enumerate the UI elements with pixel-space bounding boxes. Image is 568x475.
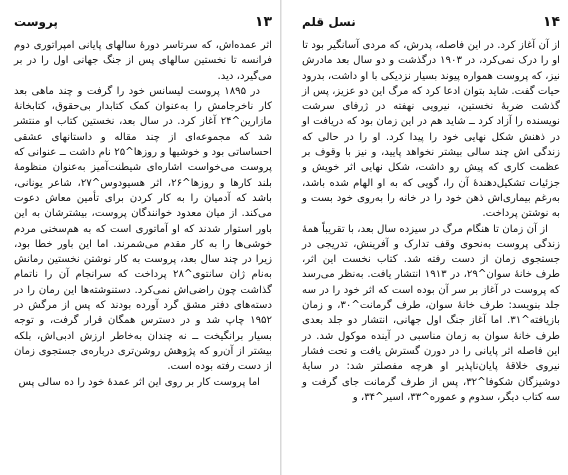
right-page <box>302 14 560 470</box>
right-page-body <box>302 38 560 405</box>
page-number: ۱۴ <box>542 14 560 30</box>
paragraph: اثر عمده‌اش، که سرتاسر دورهٔ سالهای پایانی امپراتوری دوم فرانسه تا نخستین سالهای پس از جنگ جهانی اول را در بر می‌گیرد، دید. <box>14 40 272 82</box>
book-gutter <box>280 0 282 475</box>
left-page-header <box>14 14 272 32</box>
paragraph: اما پروست کار بر روی این اثر عمدهٔ خود را ده سالی پس <box>18 376 260 388</box>
left-page-body <box>14 38 272 390</box>
paragraph: از آن آغاز کرد. در این فاصله، پدرش، که مردی آسانگیر بود تا او را درک نمی‌کرد، در ۱۹۰۳ درگذشت و دو سال بعد مادرش نیز، که پروست همواره پیوند بسیار نزدیکی با او داشت، بدرود حیات گفت. شاید بتوان ادعا کرد که مرگ این دو عزیز، پس از گذشت ضربهٔ نخستین، نیرویی نهفته در ژرفای سرشت نویسنده را آزاد کرد ــ شاید هم در این زمان بود که دریافت او در ذهنش شکل نهایی خود را پیدا کرد. او را در حالی که زندگی اش چند سالی بیشتر نخواهد پایید، و نیز با وقوف بر عظمت کاری که پیش رو داشت، شکل نهایی اثر خویش و جزئیات تشکیل‌دهندهٔ آن را، گویی که به او الهام شده باشد، به‌رغم بیماری‌اش ذهن خود را در خانه را به‌روی خود بست و به نوشتن پرداخت. <box>302 40 561 220</box>
left-page <box>14 14 272 470</box>
running-title: نسل قلم <box>302 15 356 29</box>
paragraph: در ۱۸۹۵ پروست لیسانس خود را گرفت و چند ماهی بعد کار ناخرجامش را به‌عنوان کمک کتابدار بی‌حقوق، کتابخانهٔ مازارین^۲۴ آغاز کرد. در سال بعد، نخستین کتاب او منتشر شد که مجموعه‌ای از چند مقاله و داستانهای عشقی احساساتی بود و خوشیها و روزها^۲۵ نام داشت ــ عنوانی که پروست می‌خواست اشاره‌ای شیطنت‌آمیز به‌عنوان منظومهٔ بلند کارها و روزها^۲۶، اثر هسیودوس^۲۷، شاعر یونانی، باشد که آدمیان را به کار کردن برای تأمین معاش دعوت می‌کند. از میان معدود خوانندگان پروست، بیشترشان به این باور استوار شدند که او آماتوری است که به هم‌سخنی مردم خوشی‌ها را به کار مقدم می‌شمرند. اما این باور خطا بود، زیرا در چند سال بعد، پروست به کار نوشتن نخستین رمانش به‌نام ژان سانتوی^۲۸ پرداخت که سرانجام آن را ناتمام گذاشت چون راضی‌اش نمی‌کرد. دستنوشته‌ها این رمان را در دسته‌های دفتر مشق گرد آورده بودند که پس از مرگش در ۱۹۵۲ چاپ شد و در دسترس همگان قرار گرفت، و توجه بسیار برانگیخت ــ نه چندان به‌خاطر ارزش ادبی‌اش، بلکه بیشتر از آن‌رو که پژوهش روشن‌تری درباره‌ی جستجوی زمان از دست رفته بوده است. <box>14 85 272 373</box>
right-page-header <box>302 14 560 32</box>
running-title: پروست <box>14 15 58 29</box>
page-number: ۱۳ <box>254 14 272 30</box>
paragraph: از آن زمان تا هنگام مرگ در سیزده سال بعد، با تقریباً همهٔ زندگی پروست به‌نحوی وقف تدارک و آفرینش، تدریجی در جستجوی زمان از دست رفته شد. کتاب نخست این اثر، طرف خانهٔ سوان^۲۹، در ۱۹۱۳ انتشار یافت. به‌نظر می‌رسد که پروست در آغاز بر سر آن بوده است که اثر خود را در سه جلد بنویسد: طرف خانهٔ سوان، طرف گرمانت^۳۰، و زمان بازیافته^۳۱. اما آغاز جنگ اول جهانی، انتشار دو جلد بعدی طرف خانهٔ سوان به زمان مناسبی در آینده موکول شد. در این فاصله اثر پایانی را در دورن گسترش یافت و تحت فشار نیروی خلاقهٔ پایان‌ناپذیر او هرچه مفصلتر شد: در سایهٔ دوشیزگان شکوفا^۳۲، پس از طرف گرمانت جای گرفت و سه کتاب دیگر، سدوم و عموره^۳۳، اسیر^۳۴، و <box>302 223 560 403</box>
